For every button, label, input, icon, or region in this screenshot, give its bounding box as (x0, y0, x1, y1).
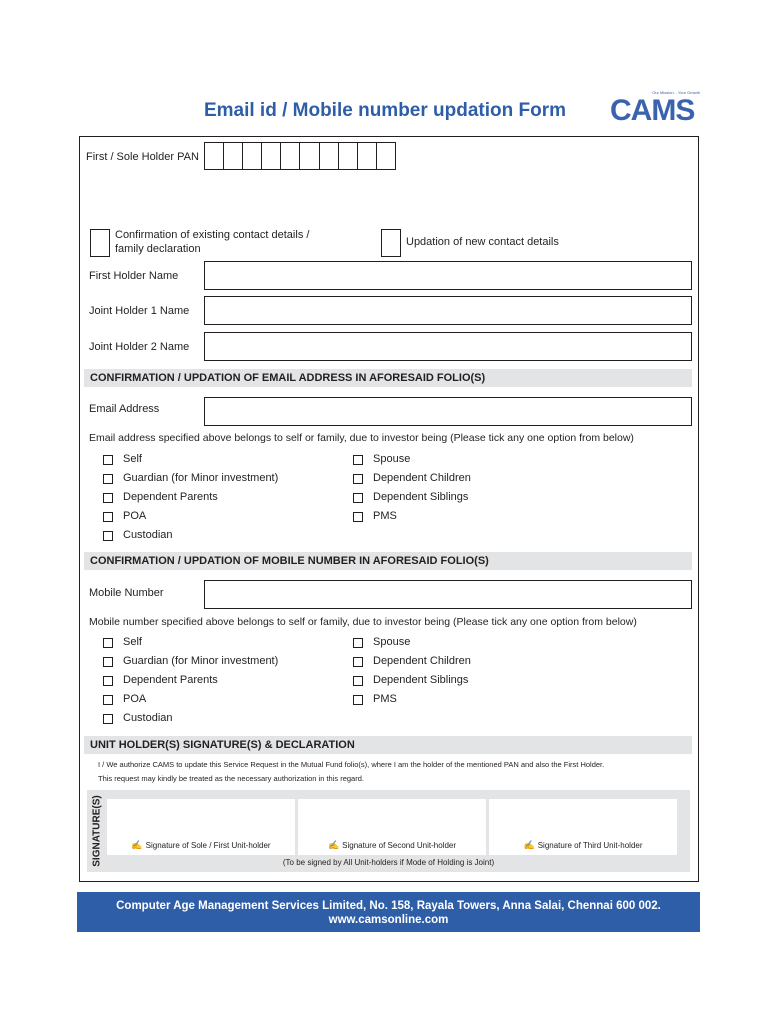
signature-box-third[interactable] (489, 799, 677, 855)
email-section-heading: CONFIRMATION / UPDATION OF EMAIL ADDRESS IN AFORESAID FOLIO(S) (84, 369, 692, 387)
mobile-option-label: POA (123, 693, 147, 705)
pan-cell[interactable] (357, 143, 376, 169)
pan-cell[interactable] (319, 143, 338, 169)
pan-cell[interactable] (261, 143, 280, 169)
mobile-option-label: Dependent Parents (123, 674, 218, 686)
email-option-children-checkbox[interactable] (353, 474, 363, 484)
signature-caption (107, 840, 295, 851)
email-option-siblings-checkbox[interactable] (353, 493, 363, 503)
email-option-label: Dependent Siblings (373, 491, 469, 503)
mobile-number-field[interactable] (204, 580, 692, 609)
mobile-option-label: Dependent Siblings (373, 674, 469, 686)
signature-caption (489, 840, 677, 851)
pan-cell[interactable] (376, 143, 395, 169)
joint-holder-2-label: Joint Holder 2 Name (89, 341, 190, 353)
mobile-option-label: PMS (373, 693, 397, 705)
declaration-heading: UNIT HOLDER(S) SIGNATURE(S) & DECLARATION (84, 736, 692, 754)
mobile-option-label: Spouse (373, 636, 411, 648)
email-option-poa-checkbox[interactable] (103, 512, 113, 522)
signature-first-label: Signature of Sole / First Unit-holder (145, 841, 271, 850)
email-option-parents-checkbox[interactable] (103, 493, 113, 503)
mobile-option-poa-checkbox[interactable] (103, 695, 113, 705)
email-option-label: PMS (373, 510, 397, 522)
signature-box-second[interactable] (298, 799, 486, 855)
footer-bar (77, 892, 700, 932)
email-option-label: Custodian (123, 529, 173, 541)
signature-note: (To be signed by All Unit-holders if Mode of Holding is Joint) (282, 858, 495, 867)
signature-caption (298, 840, 486, 851)
signature-label-text: SIGNATURE(S) (91, 795, 103, 867)
email-option-label: POA (123, 510, 147, 522)
email-option-label: Guardian (for Minor investment) (123, 472, 279, 484)
email-option-guardian-checkbox[interactable] (103, 474, 113, 484)
mobile-section-heading: CONFIRMATION / UPDATION OF MOBILE NUMBER IN AFORESAID FOLIO(S) (84, 552, 692, 570)
email-address-field[interactable] (204, 397, 692, 426)
first-holder-label: First Holder Name (89, 270, 179, 282)
pen-icon: ✍ (131, 840, 143, 850)
updation-checkbox[interactable] (381, 229, 401, 257)
mobile-option-label: Self (123, 636, 142, 648)
email-option-label: Spouse (373, 453, 411, 465)
pan-cell[interactable] (299, 143, 318, 169)
signature-vertical-label (89, 794, 105, 868)
mobile-number-label: Mobile Number (89, 587, 164, 599)
mobile-option-parents-checkbox[interactable] (103, 676, 113, 686)
mobile-option-label: Guardian (for Minor investment) (123, 655, 279, 667)
logo-tagline: Our Mission... Your Growth (652, 90, 700, 95)
declaration-line-1: I / We authorize CAMS to update this Service Request in the Mutual Fund folio(s), where I am the holder of the mentioned PAN and also the First Holder. (98, 760, 605, 769)
pan-cell[interactable] (205, 143, 223, 169)
mobile-option-spouse-checkbox[interactable] (353, 638, 363, 648)
pan-label: First / Sole Holder PAN (86, 151, 199, 163)
email-option-spouse-checkbox[interactable] (353, 455, 363, 465)
pen-icon: ✍ (523, 840, 535, 850)
first-holder-name-field[interactable] (204, 261, 692, 290)
declaration-line-2: This request may kindly be treated as the necessary authorization in this regard. (98, 774, 364, 783)
email-option-pms-checkbox[interactable] (353, 512, 363, 522)
signature-second-label: Signature of Second Unit-holder (342, 841, 457, 850)
mobile-option-self-checkbox[interactable] (103, 638, 113, 648)
mobile-option-custodian-checkbox[interactable] (103, 714, 113, 724)
pan-cell[interactable] (338, 143, 357, 169)
signature-box-first[interactable] (107, 799, 295, 855)
mobile-option-label: Custodian (123, 712, 173, 724)
email-option-label: Self (123, 453, 142, 465)
confirmation-checkbox[interactable] (90, 229, 110, 257)
mobile-option-label: Dependent Children (373, 655, 471, 667)
joint-holder-2-name-field[interactable] (204, 332, 692, 361)
email-belongs-text: Email address specified above belongs to self or family, due to investor being (Please tick any one option from below) (89, 432, 634, 444)
mobile-belongs-text: Mobile number specified above belongs to self or family, due to investor being (Please tick any one option from below) (89, 616, 637, 628)
joint-holder-1-label: Joint Holder 1 Name (89, 305, 190, 317)
email-address-label: Email Address (89, 403, 160, 415)
updation-label: Updation of new contact details (406, 236, 559, 248)
form-title: Email id / Mobile number updation Form (203, 100, 567, 121)
pan-cell[interactable] (223, 143, 242, 169)
confirmation-label-1: Confirmation of existing contact details / (115, 229, 310, 241)
logo-text: CAMS (610, 94, 695, 127)
signature-third-label: Signature of Third Unit-holder (537, 841, 643, 850)
cams-logo (608, 90, 702, 128)
pen-icon: ✍ (327, 840, 340, 850)
signature-area (87, 790, 690, 872)
email-option-custodian-checkbox[interactable] (103, 531, 113, 541)
pan-input[interactable] (204, 142, 396, 170)
email-option-label: Dependent Children (373, 472, 471, 484)
mobile-option-pms-checkbox[interactable] (353, 695, 363, 705)
joint-holder-1-name-field[interactable] (204, 296, 692, 325)
footer-address: Computer Age Management Services Limited, No. 158, Rayala Towers, Anna Salai, Chennai 600 002. (116, 900, 661, 912)
mobile-option-siblings-checkbox[interactable] (353, 676, 363, 686)
pan-cell[interactable] (280, 143, 299, 169)
footer-website: www.camsonline.com (328, 914, 449, 926)
mobile-option-children-checkbox[interactable] (353, 657, 363, 667)
confirmation-label-2: family declaration (115, 243, 201, 255)
email-option-self-checkbox[interactable] (103, 455, 113, 465)
mobile-option-guardian-checkbox[interactable] (103, 657, 113, 667)
pan-cell[interactable] (242, 143, 261, 169)
email-option-label: Dependent Parents (123, 491, 218, 503)
